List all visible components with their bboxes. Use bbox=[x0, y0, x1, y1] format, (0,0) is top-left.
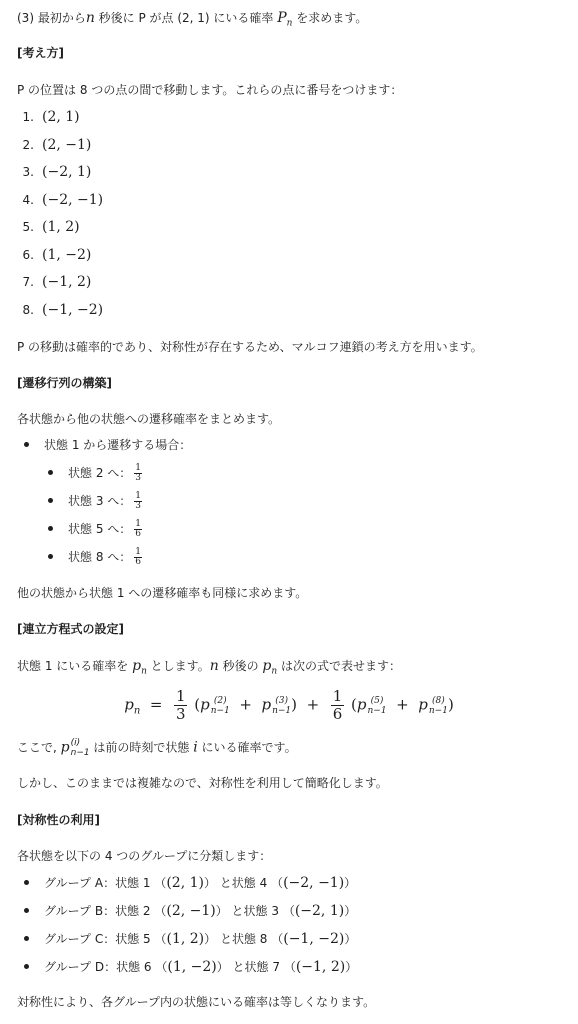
point-coordinate: (−2, 1) bbox=[42, 164, 92, 180]
group-item bbox=[24, 874, 356, 892]
fraction-numerator: 1 bbox=[135, 519, 141, 529]
transition-fraction bbox=[134, 492, 142, 511]
here-explanation bbox=[17, 738, 297, 758]
eq-frac-1-6 bbox=[331, 688, 345, 723]
group-end: ） bbox=[344, 904, 357, 918]
eq-p5-sub: n−1 bbox=[367, 705, 387, 716]
recurrence-equation bbox=[0, 688, 578, 723]
point-number: 3. bbox=[22, 165, 34, 179]
bullet-dot bbox=[24, 936, 29, 941]
fraction-numerator: 1 bbox=[135, 463, 141, 473]
eq-frac-1-3 bbox=[174, 688, 188, 723]
here-i: i bbox=[193, 739, 198, 756]
point-item bbox=[12, 108, 80, 126]
eq-p2-sub: n−1 bbox=[210, 705, 230, 716]
eq-p2: p bbox=[200, 695, 210, 714]
point-coordinate: (2, −1) bbox=[42, 136, 92, 153]
eq-lhs-p: p bbox=[124, 695, 134, 714]
eq-p8-sub: n−1 bbox=[428, 705, 448, 716]
here-text-c: にいる確率です。 bbox=[197, 740, 297, 755]
fraction-denominator: 6 bbox=[135, 529, 141, 539]
group-coord-1: (1, 2) bbox=[166, 931, 205, 947]
transition-intro-text: 各状態から他の状態への遷移確率をまとめます。 bbox=[17, 412, 281, 426]
point-number: 7. bbox=[22, 275, 34, 289]
group-label: グループ B：状態 2 （ bbox=[44, 904, 167, 918]
point-item bbox=[12, 163, 91, 181]
eq-p8-sup: (8) bbox=[432, 695, 445, 706]
eq-p3-sup: (3) bbox=[275, 695, 288, 706]
intro-suffix: を求めます。 bbox=[292, 11, 368, 25]
markov-text: P の移動は確率的であり、対称性が存在するため、マルコフ連鎖の考え方を用います。 bbox=[17, 340, 483, 354]
group-label: グループ D：状態 6 （ bbox=[44, 960, 168, 974]
group-end: ） bbox=[344, 876, 357, 890]
point-coordinate: (−1, 2) bbox=[42, 274, 92, 290]
group-end: ） bbox=[345, 960, 358, 974]
eq-lhs-sub: n bbox=[133, 705, 141, 717]
point-number: 5. bbox=[22, 220, 34, 234]
eq-p5-sup: (5) bbox=[370, 695, 384, 706]
fraction-numerator: 1 bbox=[135, 491, 141, 501]
here-p-sup: (i) bbox=[70, 738, 81, 748]
bullet-from-state1 bbox=[24, 436, 191, 454]
fraction-numerator: 1 bbox=[135, 547, 141, 557]
bullet-dot bbox=[24, 442, 29, 447]
transition-label: 状態 8 へ： bbox=[68, 550, 132, 564]
group-mid: ） と状態 8 （ bbox=[204, 932, 284, 946]
p-symbol-2: p bbox=[262, 658, 272, 674]
eq-paren-close-2: ) bbox=[447, 695, 454, 714]
group-item bbox=[24, 930, 356, 948]
intro-prefix: (3) 最初から bbox=[17, 11, 86, 25]
eq-p2-sup: (2) bbox=[213, 695, 227, 706]
bullet-dot bbox=[48, 526, 53, 531]
transition-label: 状態 3 へ： bbox=[68, 494, 132, 508]
point-item bbox=[12, 273, 91, 291]
state1-definition bbox=[17, 657, 401, 680]
intro-line bbox=[17, 9, 367, 32]
point-item bbox=[12, 191, 103, 209]
group-coord-2: (−1, 2) bbox=[295, 959, 346, 975]
eq-p3: p bbox=[261, 695, 272, 714]
state1-text-a: 状態 1 にいる確率を bbox=[17, 659, 133, 673]
group-coord-1: (2, 1) bbox=[166, 875, 204, 891]
eq-p8: p bbox=[418, 695, 428, 714]
fraction-denominator: 6 bbox=[135, 557, 141, 567]
eq-frac1-num: 1 bbox=[175, 687, 186, 705]
eq-p5: p bbox=[356, 695, 367, 714]
state1-text-d: は次の式で表せます： bbox=[277, 659, 401, 673]
group-label: グループ A：状態 1 （ bbox=[44, 876, 167, 890]
point-number: 1. bbox=[22, 110, 34, 124]
fraction-denominator: 3 bbox=[135, 501, 141, 511]
eq-equals: = bbox=[145, 695, 168, 714]
eq-paren-close-1: ) bbox=[291, 695, 298, 714]
transition-item bbox=[48, 492, 142, 511]
point-coordinate: (−1, −2) bbox=[42, 301, 104, 318]
point-coordinate: (−2, −1) bbox=[42, 191, 104, 208]
here-text-b: は前の時刻で状態 bbox=[89, 740, 194, 755]
eq-p3-sub: n−1 bbox=[272, 705, 292, 716]
transition-item bbox=[48, 464, 142, 483]
state1-text-b: とします。 bbox=[146, 659, 210, 673]
eq-frac1-den: 3 bbox=[175, 705, 186, 723]
intro-P: P bbox=[277, 10, 287, 26]
group-item bbox=[24, 902, 356, 920]
point-item bbox=[12, 301, 103, 319]
group-end: ） bbox=[344, 932, 357, 946]
group-item bbox=[24, 958, 357, 976]
point-number: 4. bbox=[22, 192, 34, 207]
section-heading-symmetry: [対称性の利用] bbox=[17, 813, 100, 827]
eq-paren-open-2: ( bbox=[351, 695, 357, 714]
point-coordinate: (1, 2) bbox=[42, 219, 80, 235]
bullet-dot bbox=[48, 554, 53, 559]
eq-paren-open-1: ( bbox=[194, 695, 201, 714]
group-mid: ） と状態 4 （ bbox=[203, 876, 284, 890]
point-item bbox=[12, 246, 91, 264]
p-symbol: p bbox=[132, 658, 142, 674]
section-heading-equations: [連立方程式の設定] bbox=[17, 622, 124, 636]
point-item bbox=[12, 136, 91, 154]
bullet-dot bbox=[48, 498, 53, 503]
point-coordinate: (1, −2) bbox=[42, 246, 92, 263]
transition-fraction bbox=[134, 548, 142, 567]
group-mid: ） と状態 7 （ bbox=[216, 960, 296, 974]
transition-item bbox=[48, 548, 142, 567]
group-coord-2: (−2, 1) bbox=[294, 903, 345, 919]
p-sub: n bbox=[141, 666, 147, 677]
state1-text-c: 秒後の bbox=[218, 659, 263, 673]
complex-text: しかし、このままでは複雑なので、対称性を利用して簡略化します。 bbox=[17, 776, 388, 790]
section-heading-approach: [考え方] bbox=[17, 46, 64, 60]
transition-item bbox=[48, 520, 142, 539]
eq-plus-3: + bbox=[391, 695, 414, 714]
points-intro-text: P の位置は 8 つの点の間で移動します。これらの点に番号をつけます： bbox=[17, 83, 403, 97]
intro-mid: 秒後に P が点 (2, 1) にいる確率 bbox=[94, 11, 278, 25]
group-coord-1: (2, −1) bbox=[166, 903, 216, 919]
group-label: グループ C：状態 5 （ bbox=[44, 932, 167, 946]
eq-plus-2: + bbox=[301, 695, 324, 714]
point-number: 6. bbox=[22, 247, 34, 262]
p-sub-2: n bbox=[271, 666, 278, 677]
eq-frac2-num: 1 bbox=[332, 687, 343, 705]
groups-intro-text: 各状態を以下の 4 つのグループに分類します： bbox=[17, 849, 272, 863]
transition-fraction bbox=[134, 464, 142, 483]
here-text-a: ここで, bbox=[17, 740, 61, 755]
others-text: 他の状態から状態 1 への遷移確率も同様に求めます。 bbox=[17, 586, 308, 600]
final-text: 対称性により、各グループ内の状態にいる確率は等しくなります。 bbox=[17, 995, 376, 1009]
group-coord-2: (−1, −2) bbox=[283, 931, 345, 947]
fraction-denominator: 3 bbox=[135, 473, 141, 483]
n-symbol: n bbox=[209, 658, 219, 674]
transition-fraction bbox=[134, 520, 142, 539]
eq-plus-1: + bbox=[234, 695, 257, 714]
point-number: 8. bbox=[22, 302, 34, 317]
intro-n: n bbox=[85, 10, 95, 26]
bullet-dot bbox=[48, 470, 53, 475]
point-item bbox=[12, 218, 80, 236]
point-coordinate: (2, 1) bbox=[42, 109, 80, 125]
group-coord-1: (1, −2) bbox=[167, 959, 217, 975]
section-heading-transition: [遷移行列の構築] bbox=[17, 376, 112, 390]
group-mid: ） と状態 3 （ bbox=[215, 904, 295, 918]
group-coord-2: (−2, −1) bbox=[283, 875, 345, 891]
point-number: 2. bbox=[22, 137, 34, 152]
from-state1-text: 状態 1 から遷移する場合： bbox=[44, 438, 192, 452]
transition-label: 状態 5 へ： bbox=[68, 522, 132, 536]
bullet-dot bbox=[24, 880, 29, 885]
transition-label: 状態 2 へ： bbox=[68, 466, 132, 480]
intro-P-sub: n bbox=[286, 18, 293, 29]
bullet-dot bbox=[24, 964, 29, 969]
eq-frac2-den: 6 bbox=[332, 705, 343, 723]
here-p-sub: n−1 bbox=[70, 748, 90, 758]
here-p: p bbox=[60, 739, 70, 756]
bullet-dot bbox=[24, 908, 29, 913]
